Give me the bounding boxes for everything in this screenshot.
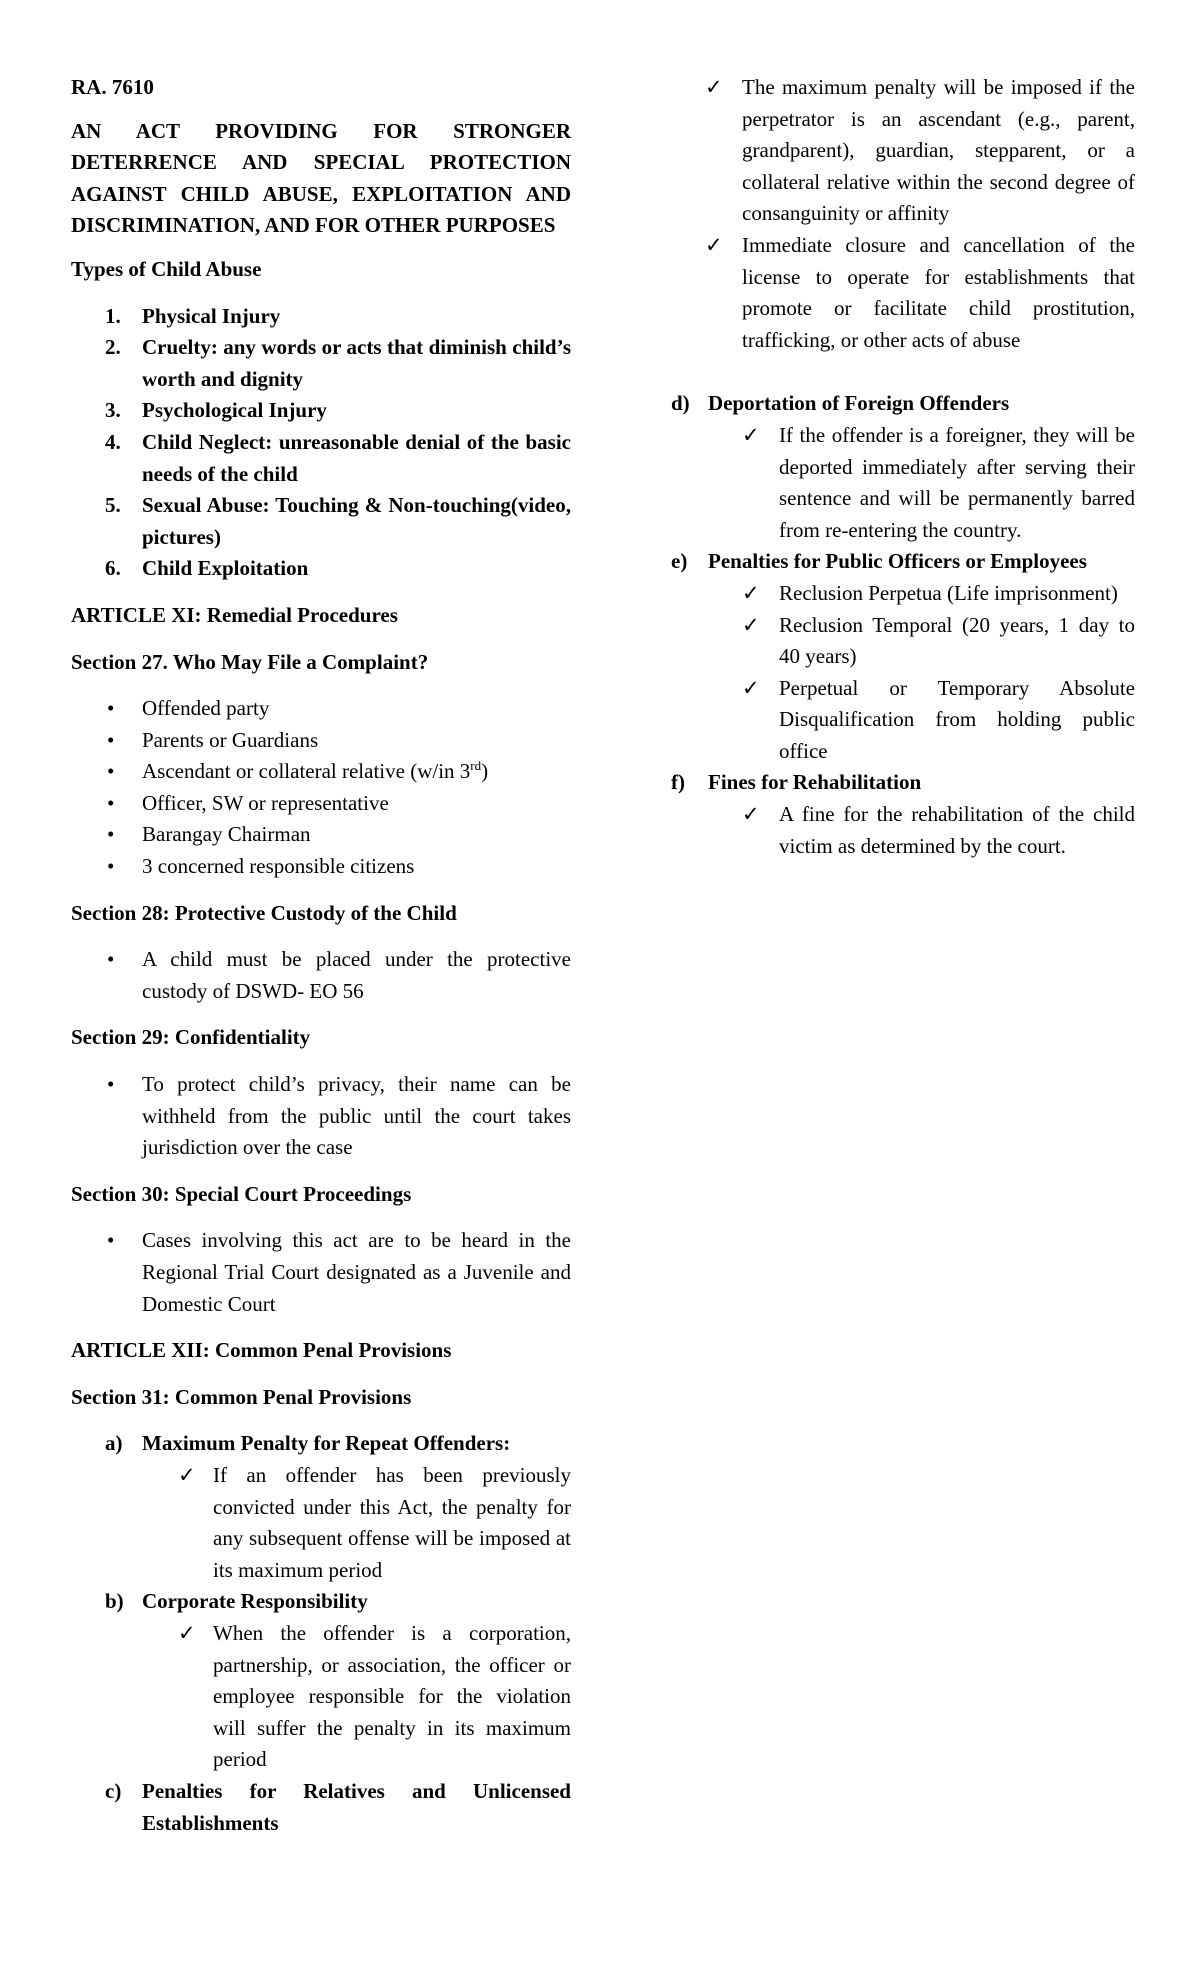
check-icon: ✓: [178, 1462, 196, 1487]
check-icon: ✓: [178, 1620, 196, 1645]
types-list: [71, 301, 571, 585]
list-item: a) Maximum Penalty for Repeat Offenders: ✓ If an offender has been previously convicted under this Act, the penalty for any subsequent offense will be imposed at its maximum period: [71, 1428, 571, 1586]
act-title: AN ACT PROVIDING FOR STRONGER DETERRENCE AND SPECIAL PROTECTION AGAINST CHILD ABUSE, EXPLOITATION AND DISCRIMINATION, AND FOR OTHER PURPOSES: [71, 118, 571, 238]
article-xi-heading: ARTICLE XI: Remedial Procedures: [71, 602, 398, 627]
check-icon: ✓: [742, 802, 760, 827]
section-27-heading: Section 27. Who May File a Complaint?: [71, 649, 429, 674]
section-31-list: [71, 1428, 571, 1839]
list-item: e) Penalties for Public Officers or Employees ✓ Reclusion Perpetua (Life imprisonment) ✓ Reclusion Temporal (20 years, 1 day to 40 years) ✓ Perpetual or Temporary Absolute Disqualification from holding public office: [671, 546, 1135, 767]
right-column: [671, 72, 1135, 862]
bullet-icon: •: [107, 759, 115, 784]
list-item: • Officer, SW or representative: [71, 788, 571, 820]
list-item: ✓ Reclusion Perpetua (Life imprisonment): [708, 578, 1135, 610]
section-28-heading: Section 28: Protective Custody of the Child: [71, 900, 457, 925]
list-item: c) Penalties for Relatives and Unlicensed Establishments: [71, 1776, 571, 1839]
act-code: RA. 7610: [71, 75, 154, 99]
provision-a-title: Maximum Penalty for Repeat Offenders:: [142, 1431, 511, 1456]
list-item: ✓ If the offender is a foreigner, they will be deported immediately after serving their sentence and will be permanently barred from re-entering the country.: [708, 420, 1135, 546]
list-item: ✓ Immediate closure and cancellation of the license to operate for establishments that promote or facilitate child prostitution, trafficking, or other acts of abuse: [634, 230, 1135, 356]
bullet-icon: •: [107, 727, 115, 752]
list-item: • Cases involving this act are to be heard in the Regional Trial Court designated as a Juvenile and Domestic Court: [71, 1225, 571, 1320]
bullet-icon: •: [107, 854, 115, 879]
list-item: 6. Child Exploitation: [105, 556, 309, 581]
provision-f-title: Fines for Rehabilitation: [708, 770, 922, 795]
list-item: f) Fines for Rehabilitation ✓ A fine for the rehabilitation of the child victim as determined by the court.: [671, 767, 1135, 862]
article-xii-heading: ARTICLE XII: Common Penal Provisions: [71, 1338, 452, 1363]
list-item: • To protect child’s privacy, their name can be withheld from the public until the court takes jurisdiction over the case: [71, 1069, 571, 1164]
list-item: 1. Physical Injury: [105, 303, 281, 328]
section-29-heading: Section 29: Confidentiality: [71, 1025, 311, 1050]
bullet-icon: •: [107, 790, 115, 815]
list-item: ✓ When the offender is a corporation, partnership, or association, the officer or employee responsible for the violation will suffer the penalty in its maximum period: [142, 1618, 571, 1776]
list-item: • Barangay Chairman: [71, 819, 571, 851]
check-icon: ✓: [742, 675, 760, 700]
check-icon: ✓: [742, 580, 760, 605]
section-30-heading: Section 30: Special Court Proceedings: [71, 1181, 412, 1206]
check-icon: ✓: [705, 232, 723, 257]
list-item: • Offended party: [71, 693, 571, 725]
list-item: ✓ A fine for the rehabilitation of the child victim as determined by the court.: [708, 799, 1135, 862]
list-item: 2. Cruelty: any words or acts that diminish child’s worth and dignity: [105, 335, 571, 391]
list-item: ✓ The maximum penalty will be imposed if the perpetrator is an ascendant (e.g., parent, grandparent), guardian, stepparent, or a collateral relative within the second degree of consanguinity or affinity: [634, 72, 1135, 230]
bullet-icon: •: [107, 1072, 115, 1097]
check-icon: ✓: [742, 612, 760, 637]
provision-e-title: Penalties for Public Officers or Employees: [708, 549, 1087, 574]
list-item: • 3 concerned responsible citizens: [71, 851, 571, 883]
list-item: 4. Child Neglect: unreasonable denial of the basic needs of the child: [105, 429, 571, 486]
list-item: 5. Sexual Abuse: Touching & Non-touching(video, pictures): [105, 493, 571, 549]
section-27-list: [71, 693, 571, 883]
section-31-list-continued: [671, 388, 1135, 862]
list-item: 3. Psychological Injury: [105, 398, 327, 423]
section-28-list: [71, 944, 571, 1007]
section-29-list: [71, 1069, 571, 1164]
bullet-icon: •: [107, 947, 115, 972]
list-item: d) Deportation of Foreign Offenders ✓ If the offender is a foreigner, they will be deported immediately after serving their sentence and will be permanently barred from re-entering the country.: [671, 388, 1135, 546]
check-icon: ✓: [705, 75, 723, 99]
provision-c-continued: [671, 72, 1135, 356]
bullet-icon: •: [107, 1228, 115, 1253]
check-icon: ✓: [742, 422, 760, 447]
list-item: • Ascendant or collateral relative (w/in 3rd): [71, 756, 571, 788]
bullet-icon: •: [107, 822, 115, 847]
list-item: ✓ Reclusion Temporal (20 years, 1 day to 40 years): [708, 610, 1135, 673]
list-item: b) Corporate Responsibility ✓ When the offender is a corporation, partnership, or association, the officer or employee responsible for the violation will suffer the penalty in its maximum period: [71, 1586, 571, 1776]
list-item: • Parents or Guardians: [71, 725, 571, 757]
provision-b-title: Corporate Responsibility: [142, 1589, 368, 1614]
section-30-list: [71, 1225, 571, 1320]
list-item: • A child must be placed under the protective custody of DSWD- EO 56: [71, 944, 571, 1007]
list-item: ✓ If an offender has been previously convicted under this Act, the penalty for any subsequent offense will be imposed at its maximum period: [142, 1460, 571, 1586]
left-column: [71, 72, 571, 1839]
provision-c-title: Penalties for Relatives and Unlicensed Establishments: [142, 1778, 571, 1835]
types-heading: Types of Child Abuse: [71, 256, 262, 281]
provision-d-title: Deportation of Foreign Offenders: [708, 391, 1010, 416]
bullet-icon: •: [107, 696, 115, 721]
section-31-heading: Section 31: Common Penal Provisions: [71, 1384, 412, 1409]
list-item: ✓ Perpetual or Temporary Absolute Disqualification from holding public office: [708, 673, 1135, 768]
